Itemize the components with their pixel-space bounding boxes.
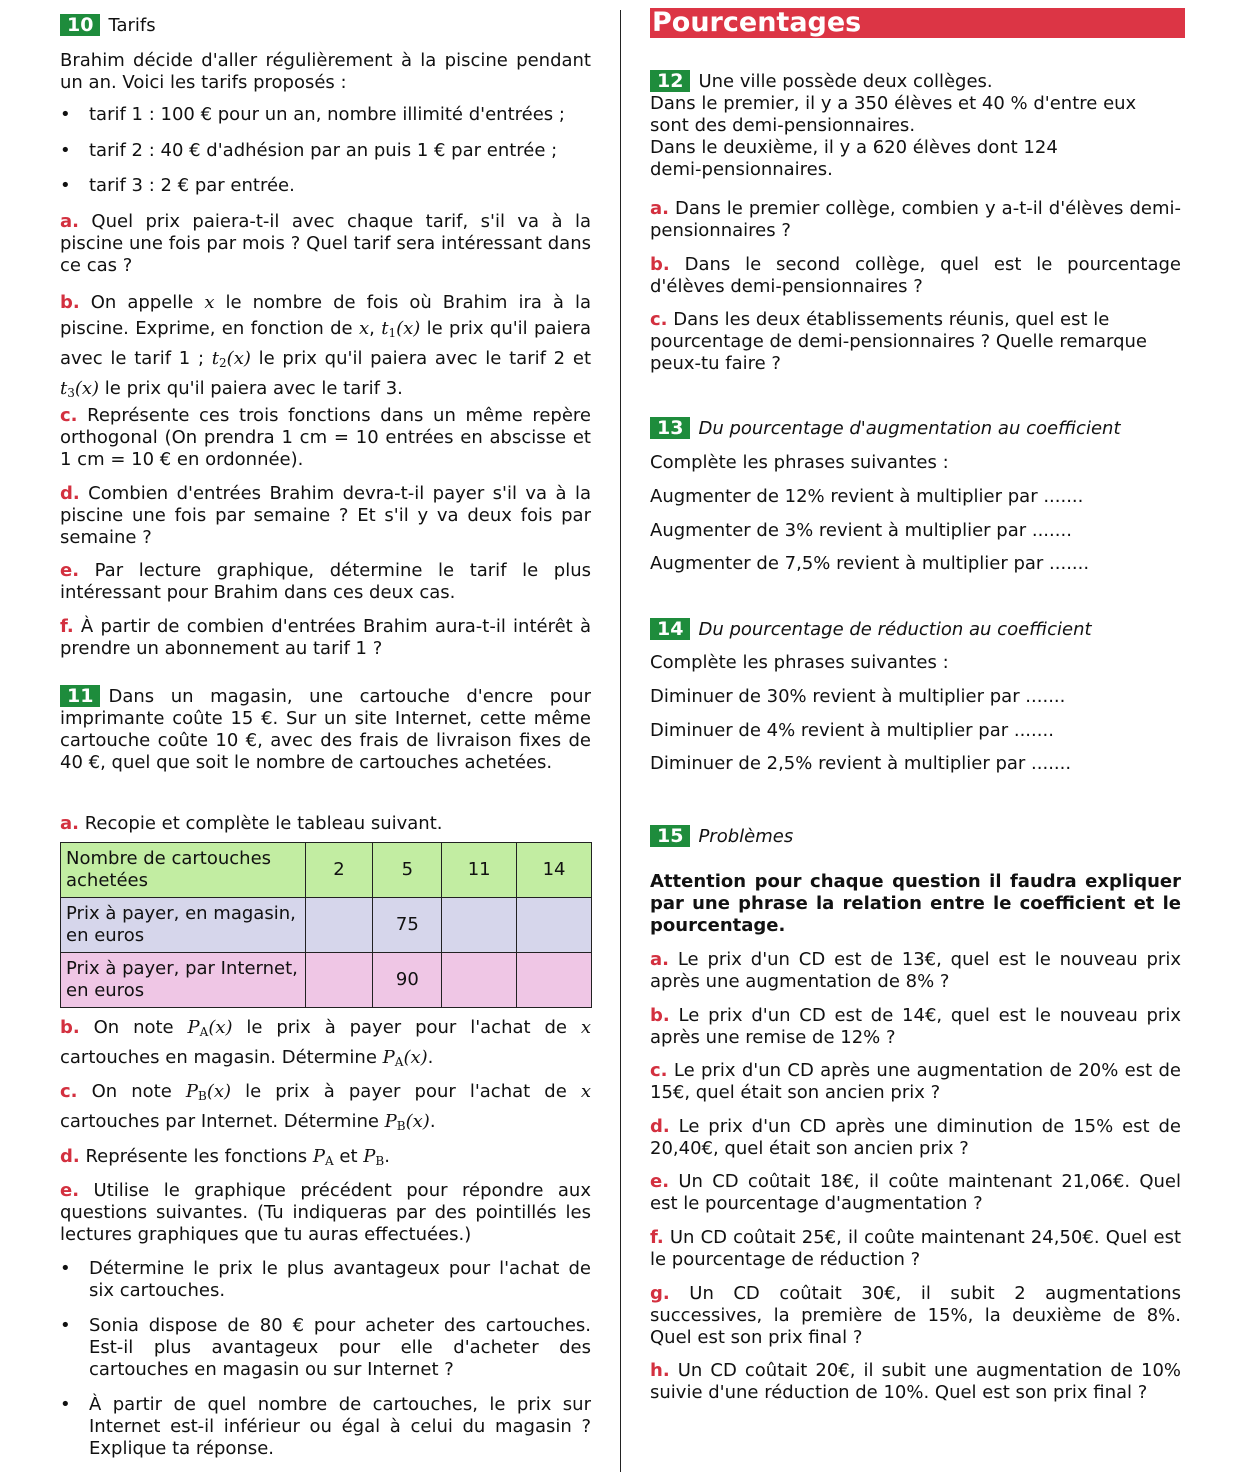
exercise-line: Complète les phrases suivantes : xyxy=(650,652,949,673)
exercise-line: Augmenter de 7,5% revient à multiplier par ....... xyxy=(650,553,1090,574)
question-b xyxy=(60,1015,591,1075)
question-g xyxy=(650,1283,1181,1349)
math-function: t xyxy=(60,378,68,399)
question-a xyxy=(650,949,1181,993)
question-text: le prix qu'il paiera avec le tarif 1 ; xyxy=(60,318,591,369)
question-text: Représente les fonctions xyxy=(85,1146,313,1167)
question-label: f. xyxy=(60,616,74,637)
math-argument: (x) xyxy=(403,1047,428,1068)
exercise-15-header xyxy=(650,825,1181,848)
question-text: Représente ces trois fonctions dans un même repère orthogonal (On prendra 1 cm = 10 entrées en abscisse et 1 cm = 10 € en ordonnée). xyxy=(60,405,591,470)
list-item: • Sonia dispose de 80 € pour acheter des cartouches. Est-il plus avantageux pour elle d'acheter des cartouches en magasin ou sur Internet ? xyxy=(60,1315,591,1381)
table-cell xyxy=(305,898,373,953)
question-label: c. xyxy=(60,1081,78,1102)
question-d xyxy=(60,1144,591,1174)
question-label: b. xyxy=(60,1017,80,1038)
table-cell: 90 xyxy=(373,953,442,1008)
question-a xyxy=(60,813,591,835)
question-e xyxy=(60,560,591,604)
question-d xyxy=(650,1116,1181,1160)
math-subscript: A xyxy=(325,1154,334,1168)
question-text: cartouches en magasin. Détermine xyxy=(60,1047,383,1068)
math-subscript: 2 xyxy=(219,356,227,370)
list-item: • À partir de quel nombre de cartouches, le prix sur Internet est-il inférieur ou égal à celui du magasin ? Explique ta réponse. xyxy=(60,1394,591,1460)
table-row-header: Prix à payer, en magasin, en euros xyxy=(61,898,306,953)
question-text: On note xyxy=(91,1081,186,1102)
math-function: P xyxy=(382,1047,395,1068)
question-f xyxy=(60,616,591,660)
table-cell xyxy=(517,898,592,953)
math-function: P xyxy=(185,1081,198,1102)
math-subscript: 1 xyxy=(388,326,397,340)
exercise-11-intro xyxy=(60,685,591,774)
question-label: d. xyxy=(60,483,80,504)
question-label: b. xyxy=(650,1005,670,1026)
question-text: cartouches par Internet. Détermine xyxy=(60,1111,385,1132)
exercise-text: Dans un magasin, une cartouche d'encre pour imprimante coûte 15 €. Sur un site Internet, cette même cartouche coûte 10 €, avec des frais de livraison fixes de 40 €, quel que soit le nombre de cartouches achetées. xyxy=(60,686,591,773)
math-function: t xyxy=(381,318,389,339)
table-row xyxy=(61,953,592,1008)
question-label: e. xyxy=(650,1171,670,1192)
cartridge-table xyxy=(60,842,592,1008)
question-label: e. xyxy=(60,1180,80,1201)
question-text: Recopie et complète le tableau suivant. xyxy=(84,813,443,834)
exercise-13-header xyxy=(650,417,1181,440)
question-text: le prix qu'il paiera avec le tarif 3. xyxy=(99,378,403,399)
question-h xyxy=(650,1360,1181,1404)
question-label: d. xyxy=(650,1116,670,1137)
question-text: Dans le second collège, quel est le pourcentage d'élèves demi-pensionnaires ? xyxy=(650,254,1181,297)
cartridge-table-wrapper xyxy=(60,842,591,1008)
math-variable: x xyxy=(358,318,370,339)
question-text: le prix à payer pour l'achat de xyxy=(232,1017,581,1038)
table-cell xyxy=(517,953,592,1008)
question-label: a. xyxy=(60,813,79,834)
math-subscript: B xyxy=(375,1154,385,1168)
column-divider xyxy=(620,10,621,1472)
exercise-line: Complète les phrases suivantes : xyxy=(650,452,949,473)
math-subscript: A xyxy=(199,1025,209,1039)
math-function: P xyxy=(384,1111,397,1132)
question-c xyxy=(650,309,1181,375)
question-text: À partir de combien d'entrées Brahim aura-t-il intérêt à prendre un abonnement au tarif 1 ? xyxy=(60,616,591,659)
question-text: Dans les deux établissements réunis, quel est le pourcentage de demi-pensionnaires ? Quelle remarque peux-tu faire ? xyxy=(650,309,1147,374)
table-row-header: Prix à payer, par Internet, en euros xyxy=(61,953,306,1008)
exercise-12 xyxy=(650,70,1181,181)
question-text: Combien d'entrées Brahim devra-t-il payer s'il va à la piscine une fois par semaine ? Et s'il y va deux fois par semaine ? xyxy=(60,483,591,548)
question-text: Le prix d'un CD après une augmentation de 20% est de 15€, quel était son ancien prix ? xyxy=(650,1060,1181,1103)
question-label: b. xyxy=(650,254,670,275)
question-e xyxy=(60,1180,591,1246)
question-text: . xyxy=(427,1047,434,1068)
table-cell xyxy=(442,953,517,1008)
exercise-line: Diminuer de 30% revient à multiplier par ....... xyxy=(650,686,1066,707)
exercise-line: Diminuer de 2,5% revient à multiplier par ....... xyxy=(650,753,1072,774)
table-row xyxy=(61,898,592,953)
math-function: P xyxy=(312,1146,325,1167)
exercise-10-header xyxy=(60,14,591,36)
table-cell: 11 xyxy=(442,843,517,898)
exercise-number: 11 xyxy=(60,685,100,707)
question-b xyxy=(650,1005,1181,1049)
tarif-item: • tarif 3 : 2 € par entrée. xyxy=(60,175,620,197)
question-text: On appelle xyxy=(90,292,205,313)
exercise-line: Augmenter de 3% revient à multiplier par ....... xyxy=(650,520,1072,541)
exercise-title: Problèmes xyxy=(698,826,794,847)
exercise-number: 13 xyxy=(650,417,690,439)
list-item: • Détermine le prix le plus avantageux pour l'achat de six cartouches. xyxy=(60,1258,591,1302)
question-label: a. xyxy=(650,949,669,970)
exercise-line xyxy=(650,70,1181,93)
table-row-header: Nombre de cartouches achetées xyxy=(61,843,306,898)
question-text: Un CD coûtait 25€, il coûte maintenant 24,50€. Quel est le pourcentage de réduction ? xyxy=(650,1227,1182,1270)
question-label: b. xyxy=(60,292,80,313)
table-cell: 5 xyxy=(373,843,442,898)
question-text: . xyxy=(384,1146,390,1167)
question-label: h. xyxy=(650,1360,670,1381)
exercise-title: Du pourcentage de réduction au coefficient xyxy=(698,619,1092,640)
exercise-title: Tarifs xyxy=(108,15,156,36)
question-text: . xyxy=(429,1111,436,1132)
exercise-line: Augmenter de 12% revient à multiplier par ....... xyxy=(650,486,1084,507)
table-cell xyxy=(442,898,517,953)
exercise-14-header xyxy=(650,618,1181,641)
table-cell: 14 xyxy=(517,843,592,898)
question-label: f. xyxy=(650,1227,664,1248)
question-text: Un CD coûtait 18€, il coûte maintenant 21,06€. Quel est le pourcentage d'augmentation ? xyxy=(650,1171,1181,1214)
question-label: d. xyxy=(60,1146,80,1167)
question-text: , xyxy=(369,318,382,339)
exercise-text: Une ville possède deux collèges. xyxy=(698,71,993,92)
tarif-item: • tarif 1 : 100 € pour un an, nombre illimité d'entrées ; xyxy=(60,104,620,126)
question-text: le prix à payer pour l'achat de xyxy=(231,1081,581,1102)
exercise-number: 15 xyxy=(650,825,690,847)
table-cell: 75 xyxy=(373,898,442,953)
math-subscript: 3 xyxy=(67,386,75,400)
table-cell: 2 xyxy=(305,843,373,898)
math-function: P xyxy=(187,1017,200,1038)
question-label: c. xyxy=(60,405,78,426)
question-a xyxy=(60,211,591,277)
question-d xyxy=(60,483,591,549)
question-text: Le prix d'un CD est de 14€, quel est le nouveau prix après une remise de 12% ? xyxy=(650,1005,1181,1048)
question-label: g. xyxy=(650,1283,670,1304)
exercise-line: Diminuer de 4% revient à multiplier par ....... xyxy=(650,720,1054,741)
question-c xyxy=(650,1060,1181,1104)
question-a xyxy=(650,198,1181,242)
exercise-number: 12 xyxy=(650,70,690,92)
question-text: Le prix d'un CD après une diminution de 15% est de 20,40€, quel était son ancien prix ? xyxy=(650,1116,1181,1159)
table-cell xyxy=(305,953,373,1008)
question-b xyxy=(60,290,591,406)
question-f xyxy=(650,1227,1181,1271)
tarif-item: • tarif 2 : 40 € d'adhésion par an puis 1 € par entrée ; xyxy=(60,140,620,162)
question-text: le prix qu'il paiera avec le tarif 2 et xyxy=(250,348,592,369)
exercise-line: Dans le premier, il y a 350 élèves et 40 % d'entre eux sont des demi-pensionnaires. xyxy=(650,93,1137,136)
math-argument: (x) xyxy=(206,1081,232,1102)
question-text: Un CD coûtait 20€, il subit une augmentation de 10% suivie d'une réduction de 10%. Quel est son prix final ? xyxy=(650,1360,1181,1403)
question-e xyxy=(650,1171,1181,1215)
math-variable: x xyxy=(580,1017,591,1038)
question-label: c. xyxy=(650,309,668,330)
math-argument: (x) xyxy=(74,378,100,399)
question-text: Par lecture graphique, détermine le tarif le plus intéressant pour Brahim dans ces deux cas. xyxy=(60,560,591,603)
exercise-line: Dans le deuxième, il y a 620 élèves dont 124 demi-pensionnaires. xyxy=(650,137,1058,180)
exercise-title: Du pourcentage d'augmentation au coefficient xyxy=(698,418,1121,439)
math-function: t xyxy=(211,348,220,369)
exercise-number: 10 xyxy=(60,14,100,36)
math-subscript: A xyxy=(394,1055,404,1069)
math-subscript: B xyxy=(197,1089,207,1103)
question-text: le nombre de fois où Brahim ira à la piscine. Exprime, en fonction de xyxy=(60,292,591,339)
section-title: Pourcentages xyxy=(650,8,1185,38)
question-text: Un CD coûtait 30€, il subit 2 augmentations successives, la première de 15%, la deuxième de 8%. Quel est son prix final ? xyxy=(650,1283,1181,1348)
math-subscript: B xyxy=(396,1119,406,1133)
question-text: Utilise le graphique précédent pour répondre aux questions suivantes. (Tu indiqueras par des pointillés les lectures graphiques que tu auras effectuées.) xyxy=(60,1180,591,1245)
question-label: a. xyxy=(60,211,79,232)
math-argument: (x) xyxy=(226,348,251,369)
table-row xyxy=(61,843,592,898)
math-argument: (x) xyxy=(405,1111,430,1132)
question-b xyxy=(650,254,1181,298)
question-c xyxy=(60,405,591,471)
question-text: Le prix d'un CD est de 13€, quel est le nouveau prix après une augmentation de 8% ? xyxy=(650,949,1181,992)
math-argument: (x) xyxy=(208,1017,233,1038)
math-variable: x xyxy=(204,292,215,313)
question-label: c. xyxy=(650,1060,668,1081)
math-function: P xyxy=(363,1146,376,1167)
question-c xyxy=(60,1079,591,1139)
question-text: On note xyxy=(93,1017,188,1038)
question-text: et xyxy=(333,1146,364,1167)
question-text: Dans le premier collège, combien y a-t-il d'élèves demi-pensionnaires ? xyxy=(650,198,1181,241)
math-argument: (x) xyxy=(396,318,421,339)
question-label: e. xyxy=(60,560,80,581)
warning-text: Attention pour chaque question il faudra expliquer par une phrase la relation entre le coefficient et le pourcentage. xyxy=(650,871,1181,936)
question-label: a. xyxy=(650,198,669,219)
exercise-number: 14 xyxy=(650,618,690,640)
question-text: Quel prix paiera-t-il avec chaque tarif, s'il va à la piscine une fois par mois ? Quel tarif sera intéressant dans ce cas ? xyxy=(60,211,591,276)
exercise-10-intro: Brahim décide d'aller régulièrement à la piscine pendant un an. Voici les tarifs proposés : xyxy=(60,50,591,93)
math-variable: x xyxy=(580,1081,591,1102)
